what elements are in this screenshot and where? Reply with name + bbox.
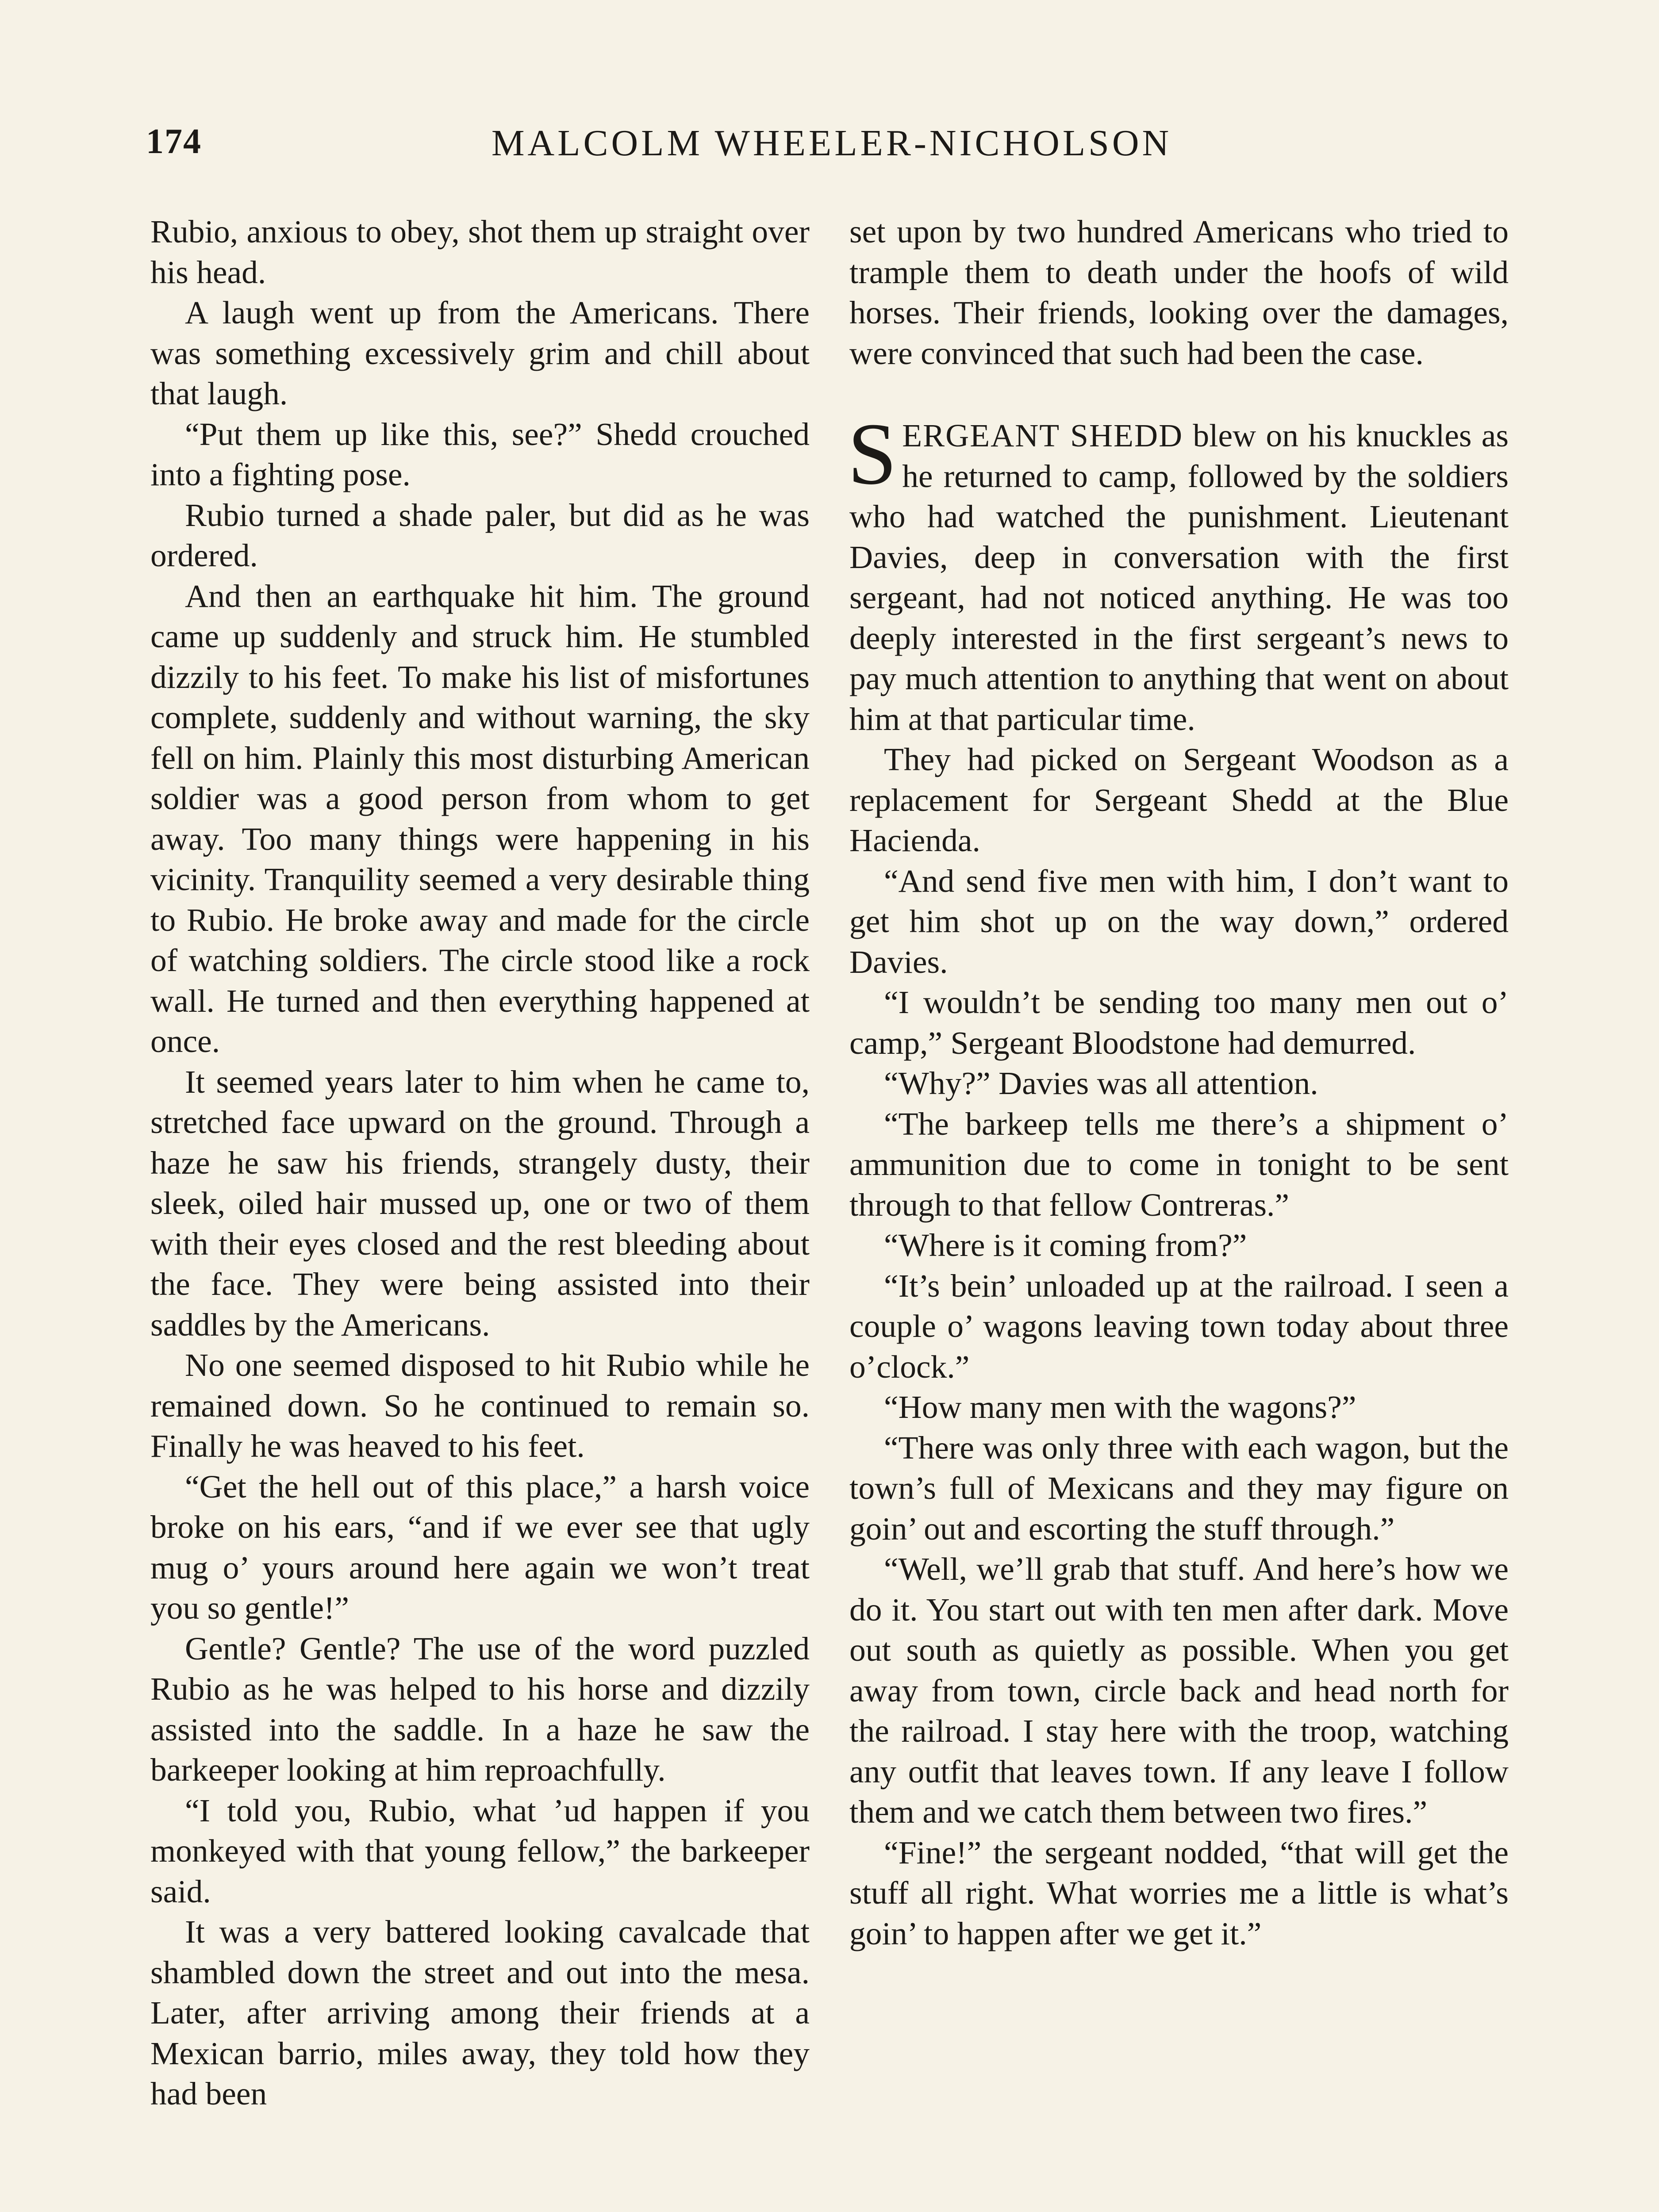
paragraph: “I wouldn’t be sending too many men out o’ camp,” Sergeant Bloodstone had demurred. (849, 984, 1509, 1061)
paragraph: Rubio turned a shade paler, but did as he was ordered. (150, 497, 810, 573)
paragraph: “Why?” Davies was all attention. (884, 1065, 1318, 1101)
page-number: 174 (146, 122, 202, 161)
paragraph: “And send five men with him, I don’t want to get him shot up on the way down,” ordered Davies. (849, 863, 1509, 980)
paragraph: It was a very battered looking cavalcade that shambled down the street and out into the mesa. Later, after arriving among their friends at a Mexican barrio, miles away, they told how they had been (150, 1914, 810, 2112)
paragraph: A laugh went up from the Americans. There was something excessively grim and chill about that laugh. (150, 295, 810, 411)
paragraph: Gentle? Gentle? The use of the word puzzled Rubio as he was helped to his horse and dizzily assisted into the saddle. In a haze he saw the barkeeper looking at him reproachfully. (150, 1630, 810, 1788)
drop-cap: S (848, 405, 897, 503)
left-column (150, 211, 810, 2114)
page-header (146, 122, 1517, 170)
section-opening-text: blew on his knuckles as he returned to camp, followed by the soldiers who had watched the punishment. Lieutenant Davies, deep in conversation with the first sergeant, had not noticed anything. He was too deeply interested in the first sergeant’s news to pay much attention to anything that went on about him at that particular time. (849, 418, 1509, 737)
paragraph: They had picked on Sergeant Woodson as a replacement for Sergeant Shedd at the Blue Hacienda. (849, 741, 1509, 858)
paragraph: “Well, we’ll grab that stuff. And here’s how we do it. You start out with ten men after dark. Move out south as quietly as possible. When you get away from town, circle back and head north for the railroad. I stay here with the troop, watching any outfit that leaves town. If any leave I follow them and we catch them between two fires.” (849, 1551, 1509, 1830)
running-head: MALCOLM WHEELER-NICHOLSON (491, 123, 1172, 164)
section-lead-words: ERGEANT SHEDD (902, 418, 1183, 453)
paragraph: “There was only three with each wagon, but the town’s full of Mexicans and they may figure on goin’ out and escorting the stuff through.” (849, 1429, 1509, 1547)
paragraph: “Where is it coming from?” (884, 1227, 1247, 1263)
paragraph: “The barkeep tells me there’s a shipment o’ ammunition due to come in tonight to be sent through to that fellow Contreras.” (849, 1106, 1509, 1223)
paragraph: It seemed years later to him when he came to, stretched face upward on the ground. Through a haze he saw his friends, strangely dusty, their sleek, oiled hair mussed up, one or two of them with their eyes closed and the rest bleeding about the face. They were being assisted into their saddles by the Americans. (150, 1064, 810, 1343)
section-opening-paragraph (848, 405, 1509, 739)
paragraph: “Fine!” the sergeant nodded, “that will get the stuff all right. What worries me a little is what’s goin’ to happen after we get it.” (849, 1834, 1509, 1951)
paragraph-continuation: set upon by two hundred Americans who tried to trample them to death under the hoofs of wild horses. Their friends, looking over the damages, were convinced that such had been the case. (849, 214, 1509, 371)
paragraph: “Get the hell out of this place,” a harsh voice broke on his ears, “and if we ever see that ugly mug o’ yours around here again we won’t treat you so gentle!” (150, 1468, 810, 1626)
paragraph: “Put them up like this, see?” Shedd crouched into a fighting pose. (150, 416, 810, 492)
paragraph: No one seemed disposed to hit Rubio while he remained down. So he continued to remain so. Finally he was heaved to his feet. (150, 1347, 810, 1464)
paragraph: “It’s bein’ unloaded up at the railroad. I seen a couple o’ wagons leaving town today about three o’clock.” (849, 1267, 1509, 1385)
paragraph: “How many men with the wagons?” (884, 1389, 1356, 1425)
paragraph: Rubio, anxious to obey, shot them up straight over his head. (150, 214, 810, 290)
right-column (849, 211, 1509, 1954)
paragraph: And then an earthquake hit him. The ground came up suddenly and struck him. He stumbled dizzily to his feet. To make his list of misfortunes complete, suddenly and without warning, the sky fell on him. Plainly this most disturbing American soldier was a good person from whom to get away. Too many things were happening in his vicinity. Tranquility seemed a very desirable thing to Rubio. He broke away and made for the circle of watching soldiers. The circle stood like a rock wall. He turned and then everything happened at once. (150, 578, 810, 1059)
paragraph: “I told you, Rubio, what ’ud happen if you monkeyed with that young fellow,” the barkeeper said. (150, 1792, 810, 1909)
